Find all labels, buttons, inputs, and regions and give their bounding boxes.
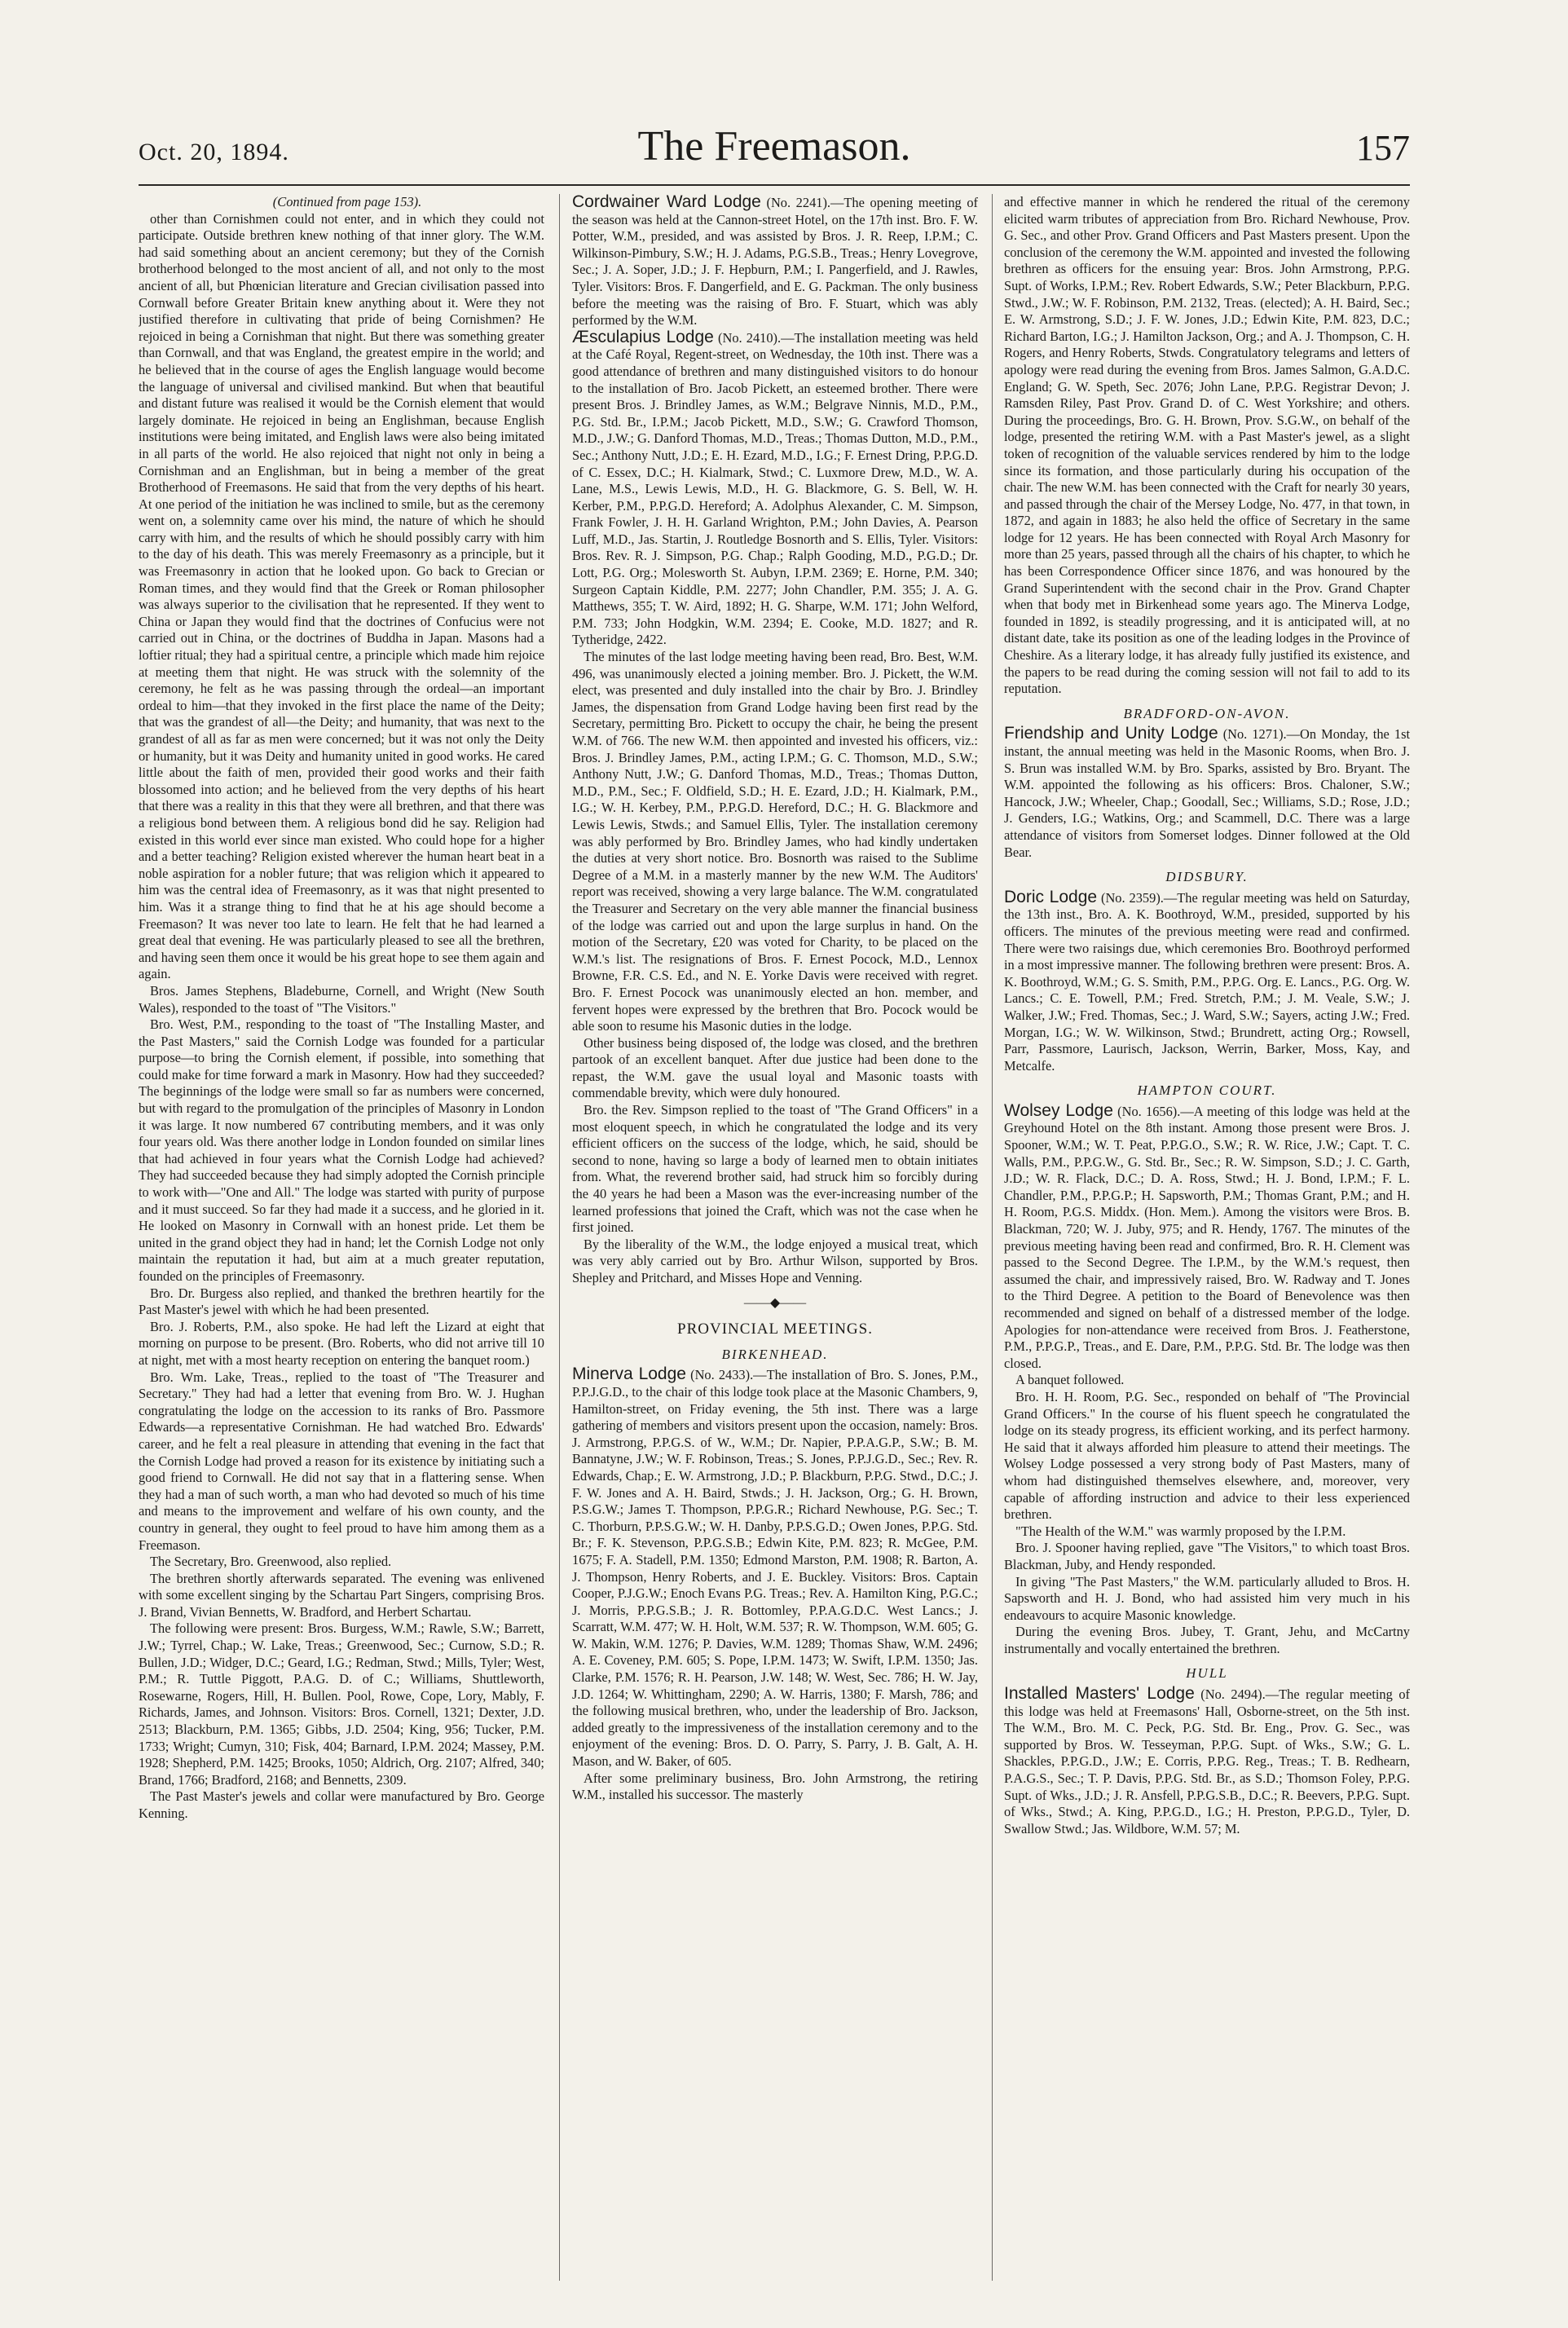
paragraph: Bro. H. H. Room, P.G. Sec., responded on behalf of "The Provincial Grand Officers." In the course of his fluent speech he congratulated the lodge on its steady progress, its efficient working, and its perfect harmony. He said that it always afforded him pleasure to attend their meetings. The Wolsey Lodge possessed a very strong body of Past Masters, many of whom had distinguished themselves elsewhere, and, moreover, very capable of affording instruction and advice to their less experienced brethren. — [1004, 1388, 1410, 1523]
lodge-report — [1004, 889, 1410, 1075]
paragraph: The minutes of the last lodge meeting having been read, Bro. Best, W.M. 496, was unanimously elected a joining member. Bro. J. Pickett, the W.M. elect, was presented and duly installed into the chair by Bro. J. Brindley James, the dispensation from Grand Lodge having been first read by the Secretary, permitting Bro. Pickett to occupy the chair, he being the present W.M. of 766. The new W.M. then appointed and invested his officers, viz.: Bros. J. Brindley James, P.M., acting I.P.M.; G. C. Thomson, M.D., S.W.; Anthony Nutt, J.W.; G. Danford Thomas, M.D., Treas.; Thomas Dutton, M.D., P.M., Sec.; F. Oldfield, S.D.; H. E. Ezard, J.D.; H. Kialmark, P.M., I.G.; W. H. Kerbey, P.M., P.P.G.D. Hereford, D.C.; H. G. Blackmore and Lewis Lewis, Stwds.; and Samuel Ellis, Tyler. The installation ceremony was ably performed by Bro. Brindley James, who had kindly undertaken the duties at very short notice. Bro. Bosnorth was raised to the Sublime Degree of a M.M. in a masterly manner by the new W.M. The Auditors' report was received, showing a very large balance. The W.M. congratulated the Treasurer and Secretary on the very able manner the financial business of the lodge was carried out and upon the large surplus in hand. On the motion of the Secretary, £20 was voted for Charity, to be placed on the W.M.'s list. The resignations of Bros. F. Ernest Pocock, M.D., Lennox Browne, F.R. C.S. Ed., and N. E. Yorke Davis were received with regret. Bro. F. Ernest Pocock was unanimously elected an hon. member, and fervent hopes were expressed by the brethren that Bro. Pocock would be able soon to resume his Masonic duties in the lodge. — [572, 649, 978, 1034]
lodge-report — [1004, 1100, 1410, 1373]
lodge-number: (No. 2241).— — [760, 195, 844, 210]
paragraph: Bro. the Rev. Simpson replied to the toast of "The Grand Officers" in a most eloquent speech, in which he congratulated the lodge and its very efficient officers on the success of the lodge, which, he said, should be second to none, having so large a body of learned men to obtain initiates from. What, the reverend brother said, had struck him so forcibly during the 40 years he had been a Mason was the ever-increasing number of the learned professions that joined the Craft, which was not the case when he first joined. — [572, 1102, 978, 1236]
paragraph: and effective manner in which he rendered the ritual of the ceremony elicited warm tributes of appreciation from Bro. Richard Newhouse, Prov. G. Sec., and other Prov. Grand Officers and Past Masters present. Upon the conclusion of the ceremony the W.M. appointed and invested the following brethren as officers for the ensuing year: Bros. John Armstrong, P.P.G. Supt. of Works, I.P.M.; Rev. Robert Edwards, S.W.; Peter Blackburn, P.P.G. Stwd., J.W.; W. F. Robinson, P.M. 2132, Treas. (elected); A. H. Baird, Sec.; E. W. Armstrong, S.D.; J. F. W. Jones, J.D.; Edwin Kite, P.M. 823, D.C.; Richard Barton, I.G.; J. Hamilton Jackson, Org.; and A. J. Thompson, C. H. Rogers, and Henry Roberts, Stwds. Congratulatory telegrams and letters of apology were read during the evening from Bros. James Salmon, G.A.D.C. England; G. W. Speth, Sec. 2076; John Lane, P.P.G. Registrar Devon; J. Ramsden Riley, Past Prov. Grand D. of C. West Yorkshire; and others. During the proceedings, Bro. G. H. Brown, Prov. S.G.W., on behalf of the lodge, presented the retiring W.M. with a Past Master's jewel, as a slight token of recognition of the valuable services rendered by him to the lodge since its formation, and those particularly during his occupation of the chair. The new W.M. has been connected with the Craft for nearly 30 years, and passed through the chair of the Mersey Lodge, No. 477, in that town, in 1872, and again in 1883; he also held the office of Secretary in the same lodge for 12 years. He has been connected with Royal Arch Masonry for more than 25 years, passed through all the chairs of his chapter, to which he has been Correspondence Officer since 1876, and was honoured by the Grand Superintendent with the second chair in the Prov. Grand Chapter when that body met in Birkenhead some years ago. The Minerva Lodge, founded in 1892, is steadily progressing, and it is anticipated will, at no distant date, take its position as one of the leading lodges in the Province of Cheshire. As a literary lodge, it has already fully justified its existence, and the papers to be read during the coming session will not fail to add to its reputation. — [1004, 194, 1410, 697]
lodge-report — [572, 194, 978, 329]
ornament-divider: ——◆—— — [743, 1295, 807, 1310]
town-heading: HAMPTON COURT. — [1137, 1082, 1277, 1099]
paragraph: After some preliminary business, Bro. John Armstrong, the retiring W.M., installed his successor. The masterly — [572, 1770, 978, 1803]
paragraph: Bro. West, P.M., responding to the toast of "The Installing Master, and the Past Masters," said the Cornish Lodge was founded for a particular purpose—to bring the Cornish element, if possible, into something that could make for time forward a mark in Masonry. How had they succeeded? The beginnings of the lodge were small so far as numbers were concerned, but with regard to the promulgation of the principles of Masonry in London it was large. It now numbered 67 contributing members, and it was only four years old. Was there another lodge in London founded on similar lines that had achieved in four years what the Cornish Lodge had achieved? They had succeeded because they had simply adopted the Cornish principle to work with—"One and All." The lodge was started with purity of purpose and it must succeed. So far they had made it a success, and he gloried in it. He looked on Masonry in Cornwall with an honest pride. Let them be united in the grand object they had in hand; let the Cornish Lodge not only maintain the reputation it had, but aim at a much greater reputation, founded on the principles of Freemasonry. — [139, 1016, 544, 1284]
paragraph: A banquet followed. — [1015, 1372, 1125, 1388]
lodge-heading: Æsculapius Lodge — [572, 327, 714, 346]
paragraph: Bro. Dr. Burgess also replied, and thanked the brethren heartily for the Past Master's jewel with which he had been presented. — [139, 1285, 544, 1318]
paragraph: During the evening Bros. Jubey, T. Grant, Jehu, and McCartny instrumentally and vocally entertained the brethren. — [1004, 1624, 1410, 1656]
lodge-report-text: A meeting of this lodge was held at the Greyhound Hotel on the 8th instant. Among those present were Bros. J. Spooner, W.M.; W. T. Peat, P.P.G.O., S.W.; R. W. Rice, J.W.; Capt. T. C. Walls, P.M., P.P.G.W., G. Std. Br., Sec.; R. W. Simpson, S.D.; J. C. Garth, J.D.; W. R. Flack, D.C.; D. A. Ross, Stwd.; H. J. Bond, I.P.M.; F. L. Chandler, P.M., P.P.G.P.; H. Sapsworth, P.M.; Thomas Grant, P.M.; and H. H. Room, P.G.S. Middx. (Hon. Mem.). Among the visitors were Bros. B. Blackman, 720; W. J. Juby, 975; and R. Hendy, 1767. The minutes of the previous meeting having been read and confirmed, Bro. R. H. Clement was passed to the Second Degree. The I.P.M., by the W.M.'s request, then assumed the chair, and impressively raised, Bro. W. Radway and T. Jones to the Third Degree. A petition to the Board of Benevolence was then recommended and signed on behalf of a distressed member of the lodge. Apologies for non-attendance were received from Bros. J. Featherstone, P.M., P.P.G.P., Treas., and E. Dare, P.M., P.P.G. Std. Br. The lodge was then closed. — [1004, 1103, 1410, 1371]
paragraph: other than Cornishmen could not enter, and in which they could not participate. Outside brethren knew nothing of that inner glory. The W.M. had said something about an ancient ceremony; but they of the Cornish brotherhood belonged to the most ancient of all, and not only to the most ancient of all, but Phœnician literature and Grecian civilisation passed into Cornwall before Greater Britain knew anything about it. Were they not justified therefore in cultivating that pride of being Cornishmen? He rejoiced in being a Cornishman that night. But there was something greater than Cornwall, and that was England, the greatest empire in the world; and he believed that in the course of ages the English language would become the language of universal and civilised mankind. But when that beautiful and distant future was realised it would be the Cornish element that would largely dominate. He rejoiced in being an Englishman, because English institutions were being imitated, and English laws were also being imitated in all parts of the world. He also rejoiced that night not only in being a Cornishman and an Englishman, but in being a member of the great Brotherhood of Freemasons. He said that from the very depths of his heart. At one period of the initiation he was inclined to smile, but as the ceremony went on, a solemnity came over his mind, the nature of which he should carry with him, and the results of which he should possibly carry with him to the day of his death. This was merely Freemasonry as a principle, but it was Freemasonry in action that he looked upon. Go back to Grecian or Roman times, and they would find that the Greek or Roman philosopher was always superior to the civilisation that he represented. If they went to China or Japan they would find that the doctrines of Confucius were not carried out in China, or the doctrines of Buddha in Japan. Masons had a loftier ritual; they had a spiritual centre, a principle which made him rejoice at meeting them that night. He was struck with the solemnity of the ceremony, he felt as he was passing through the ordeal—an important ordeal to him—that they invoked in the first place the name of the Deity; that was the grandest of all—the Deity; and humanity, that was next to the grandest of all as far as men were concerned; but it was not only the Deity or humanity, but it was Deity and humanity united in good works. He cared little about the faith of men, provided their good works and their faith blossomed into action; and he believed from the very depths of his heart that there was a reality in this that they were all brethren, and that there was a religious bond between them. A religious bond did he say. Religion had existed in this world ever since man existed. Who could hope for a higher and a better teaching? Religion existed wherever the human heart beat in a noble aspiration for a nobler future; that was religion which it appeared to him was the central idea of Freemasonry, as it was that night presented to him. Was it a strange thing to find that he at his age should become a Freemason? It was never too late to learn. He felt that he had learned a great deal that evening. He was particularly pleased to see all the brethren, and having seen them once it would be his great hope to see them again and again. — [139, 210, 544, 982]
lodge-report-text: The installation meeting was held at the Café Royal, Regent-street, on Wednesday, the 10th inst. There was a good attendance of brethren and many distinguished visitors to do honour to the installation of Bro. Jacob Pickett, an esteemed brother. There were present Bros. J. Brindley James, as W.M.; Belgrave Ninnis, M.D., P.M., P.G. Std. Br., I.P.M.; Jacob Pickett, M.D., S.W.; G. Crawford Thomson, M.D., J.W.; G. Danford Thomas, M.D., Treas.; Thomas Dutton, M.D., P.M., Sec.; Anthony Nutt, J.D.; E. H. Ezard, M.D., I.G.; F. Ernest Dring, P.P.G.D. of C. Essex, D.C.; H. Kialmark, Stwd.; C. Luxmore Drew, M.D., W. A. Lane, M.S., Lewis Lewis, M.D., H. G. Blackmore, G. S. Bell, W. H. Kerber, P.M., P.P.G.D. Hereford; A. Adolphus Alexander, C. M. Simpson, Frank Fowler, J. H. H. Garland Wrighton, P.M.; John Davies, A. Pearson Luff, M.D., Jas. Startin, J. Routledge Bosnorth and S. Ellis, Tyler. Visitors: Bros. Rev. R. J. Simpson, P.G. Chap.; Ralph Gooding, M.D., P.G.D.; Dr. Lott, P.G. Org.; Molesworth St. Aubyn, I.P.M. 2369; E. Horne, P.M. 340; Surgeon Captain Kiddle, P.M. 2277; John Chandler, P.M. 355; J. A. G. Matthews, 355; T. W. Aird, 1892; H. G. Sharpe, W.M. 171; John Welford, P.M. 733; John Hodgkin, W.M. 2394; E. Cooke, M.D. 1827; and R. Tytheridge, 2422. — [572, 329, 978, 648]
lodge-number: (No. 2433).— — [685, 1367, 767, 1383]
lodge-number: (No. 2410).— — [713, 329, 795, 346]
lodge-number: (No. 1656).— — [1112, 1103, 1194, 1119]
lodge-number: (No. 1271).— — [1218, 726, 1301, 743]
lodge-report-text: On Monday, the 1st instant, the annual meeting was held in the Masonic Rooms, when Bro. J. S. Brun was installed W.M. by Bro. Sparks, assisted by Bro. Bryant. The W.M. appointed the following as his officers: Bros. Chaloner, S.W.; Hancock, J.W.; Wheeler, Chap.; Goodall, Sec.; Williams, S.D.; Rose, J.D.; J. Genders, I.G.; Watkins, Org.; and Scammell, D.C. There was a large attendance of visitors from Somerset lodges. Dinner followed at the Old Bear. — [1004, 726, 1410, 860]
lodge-report-text: The regular meeting was held on Saturday, the 13th inst., Bro. A. K. Boothroyd, W.M., presided, supported by his officers. The minutes of the previous meeting were read and confirmed. There were two raisings due, which ceremonies Bro. Boothroyd performed in a most impressive manner. The following brethren were present: Bros. A. K. Boothroyd, W.M.; G. S. Smith, P.M., P.P.G. Org. E. Lancs., P.G. Org. W. Lancs.; C. E. Towell, P.M.; Fred. Stretch, P.M.; J. M. Veale, S.W.; J. Walker, J.W.; Fred. Thomas, Sec.; J. Ward, S.W.; Sayers, acting J.W.; Fred. Morgan, I.G.; W. W. Wilkinson, Stwd.; Brundrett, acting Org.; Rowsell, Parr, Passmore, Laurisch, Jackson, Werrin, Barker, Moss, Kay, and Metcalfe. — [1004, 889, 1410, 1074]
town-heading: BIRKENHEAD. — [721, 1346, 829, 1362]
town-heading: HULL — [1186, 1665, 1228, 1682]
paragraph: By the liberality of the W.M., the lodge enjoyed a musical treat, which was very ably carried out by Bro. Arthur Wilson, supported by Bros. Shepley and Pritchard, and Misses Hope and Venning. — [572, 1236, 978, 1285]
paragraph: Bro. J. Roberts, P.M., also spoke. He had left the Lizard at eight that morning on purpose to be present. (Bro. Roberts, who did not arrive till 10 at night, met with a most hearty reception on entering the banquet room.) — [139, 1318, 544, 1368]
issue-date: Oct. 20, 1894. — [139, 139, 289, 165]
lodge-heading: Installed Masters' Lodge — [1004, 1684, 1195, 1704]
lodge-number: (No. 2494).— — [1194, 1686, 1280, 1703]
paragraph: The Past Master's jewels and collar were manufactured by Bro. George Kenning. — [139, 1788, 544, 1821]
column-1 — [139, 194, 544, 2281]
town-heading: BRADFORD-ON-AVON. — [1123, 705, 1291, 721]
section-heading: PROVINCIAL MEETINGS. — [677, 1321, 873, 1338]
column-divider — [559, 194, 560, 2281]
paragraph: Bro. J. Spooner having replied, gave "The Visitors," to which toast Bros. Blackman, Juby, and Hendy responded. — [1004, 1540, 1410, 1572]
paragraph: The brethren shortly afterwards separated. The evening was enlivened with some excellent singing by the Schartau Part Singers, comprising Bros. J. Brand, Vivian Bennetts, W. Bradford, and Herbert Schartau. — [139, 1570, 544, 1620]
paragraph: In giving "The Past Masters," the W.M. particularly alluded to Bros. H. Sapsworth and H. J. Bond, who had assisted him very much in his endeavours to acquire Masonic knowledge. — [1004, 1573, 1410, 1623]
lodge-report — [572, 329, 978, 649]
attendance-list: The following were present: Bros. Burgess, W.M.; Rawle, S.W.; Barrett, J.W.; Tyrrel, Chap.; W. Lake, Treas.; Greenwood, Sec.; Curnow, S.D.; R. Bullen, J.D.; Widger, D.C.; Geard, I.G.; Redman, Stwd.; Mills, Tyler; West, P.M.; R. Tuttle Piggott, P.A.G. D. of C.; Williams, Shuttleworth, Rosewarne, Rogers, Hill, H. Bullen. Pool, Rowe, Cope, Lory, Mably, F. Richards, James, and Johnson. Visitors: Bros. Cornell, 1321; Dexter, J.D. 2513; Blackburn, P.M. 1365; Gibbs, J.D. 2504; King, 956; Tucker, P.M. 1733; Wright; Cumyn, 310; Fisk, 404; Barnard, I.P.M. 2024; Massey, P.M. 1928; Shepherd, P.M. 1425; Brooks, 1050; Aldrich, Org. 2107; Alfred, 340; Brand, 1766; Bradford, 2168; and Bennetts, 2309. — [139, 1620, 544, 1788]
lodge-heading: Cordwainer Ward Lodge — [572, 194, 761, 211]
column-divider — [992, 194, 993, 2281]
lodge-report — [572, 1366, 978, 1770]
paragraph: The Secretary, Bro. Greenwood, also replied. — [150, 1554, 392, 1570]
header-rule — [139, 184, 1410, 186]
lodge-number: (No. 2359).— — [1097, 889, 1178, 906]
lodge-report — [1004, 725, 1410, 861]
column-3 — [1004, 194, 1410, 2281]
paragraph: Bros. James Stephens, Bladeburne, Cornell, and Wright (New South Wales), responded to the toast of "The Visitors." — [139, 982, 544, 1016]
lodge-report-text: The opening meeting of the season was held at the Cannon-street Hotel, on the 17th inst. Bro. F. W. Potter, W.M., presided, and was assisted by Bros. J. R. Reep, I.P.M.; C. Wilkinson-Pimbury, S.W.; H. J. Adams, P.G.S.B., Treas.; Henry Lovegrove, Sec.; J. A. Soper, J.D.; J. F. Hepburn, P.M.; I. Pangerfield, and J. Rawles, Tyler. Visitors: Bros. F. Dangerfield, and E. G. Packman. The only business before the meeting was the raising of Bro. F. Stuart, which was ably performed by the W.M. — [572, 195, 978, 328]
paragraph: Bro. Wm. Lake, Treas., replied to the toast of "The Treasurer and Secretary." They had had a letter that evening from Bro. W. J. Hughan congratulating the lodge on the accession to its ranks of Bro. Passmore Edwards—a representative Cornishman. He had watched Bro. Edwards' career, and he felt a real pleasure in attending that evening in the fact that the Cornish Lodge had proved a reason for its existence by initiating such a good friend to Cornwall. He did not say that in a flattering sense. When they had a man of such worth, a man who had devoted so much of his time and means to the improvement and welfare of his own county, and the country in general, they ought to feel proud to have him among them as a Freemason. — [139, 1369, 544, 1553]
masthead — [139, 122, 1410, 179]
paragraph: Other business being disposed of, the lodge was closed, and the brethren partook of an excellent banquet. After due justice had been done to the repast, the W.M. gave the usual loyal and Masonic toasts with commendable brevity, which were duly honoured. — [572, 1034, 978, 1101]
lodge-report-text: The regular meeting of this lodge was held at Freemasons' Hall, Osborne-street, on the 5th inst. The W.M., Bro. M. C. Peck, P.G. Std. Br. Eng., Prov. G. Sec., was supported by Bros. W. Tesseyman, P.P.G. Supt. of Wks., S.W.; G. L. Shackles, P.P.G.D., J.W.; E. Corris, P.P.G. Reg., Treas.; T. B. Redhearn, P.A.G.S., Sec.; T. P. Davis, P.P.G. Std. Br., as S.D.; Thomson Foley, P.P.G. Supt. of Wks., J.D.; J. R. Ansfell, P.P.G.S.B., D.C.; R. Beevers, P.P.G. Supt. of Wks., Stwd.; A. King, P.P.G.D., I.G.; H. Preston, P.P.G.D., Tyler, D. Swallow Stwd.; Jas. Wildbore, W.M. 57; M. — [1004, 1686, 1410, 1836]
continuation-note: (Continued from page 153). — [272, 194, 422, 209]
page-number: 157 — [1356, 128, 1410, 168]
lodge-report — [1004, 1686, 1410, 1837]
lodge-heading: Wolsey Lodge — [1004, 1100, 1113, 1120]
lodge-heading: Doric Lodge — [1004, 887, 1098, 906]
lodge-heading: Friendship and Unity Lodge — [1004, 724, 1218, 743]
paragraph: "The Health of the W.M." was warmly proposed by the I.P.M. — [1015, 1523, 1346, 1539]
publication-title: The Freemason. — [637, 123, 911, 170]
lodge-heading: Minerva Lodge — [572, 1365, 686, 1384]
column-2 — [572, 194, 978, 2281]
lodge-report-text: The installation of Bro. S. Jones, P.M., P.P.J.G.D., to the chair of this lodge took place at the Masonic Chambers, 9, Hamilton-street, on Friday evening, the 5th inst. There was a large gathering of members and visitors present upon the occasion, namely: Bros. J. Armstrong, P.P.G.S. of W., W.M.; Dr. Napier, P.P.A.G.P., S.W.; B. M. Bannatyne, J.W.; W. F. Robinson, Treas.; S. Jones, P.P.J.G.D., Sec.; Rev. R. Edwards, Chap.; E. W. Armstrong, J.D.; P. Blackburn, P.P.G. Stwd., D.C.; J. F. W. Jones and A. H. Baird, Stwds.; J. H. Jackson, Org.; G. H. Brown, P.S.G.W.; James T. Thompson, P.P.G.R.; Richard Newhouse, P.G. Sec.; T. C. Thorburn, P.P.S.G.W.; W. H. Danby, P.P.S.G.D.; Owen Jones, P.P.G. Std. Br.; F. K. Stevenson, P.P.G.S.B.; Edwin Kite, P.M. 823; R. McGee, P.M. 1675; F. A. Stadell, P.M. 1350; Edmond Marston, P.M. 1908; R. Barton, A. J. Thompson, Henry Roberts, and J. E. Buckley. Visitors: Bros. Captain Cooper, P.J.G.W.; Enoch Evans P.G. Treas.; Rev. A. Hamilton King, P.G.C.; J. Morris, P.P.G.S.B.; J. R. Bottomley, P.P.A.G.D.C. West Lancs.; J. Scarratt, W.M. 477; W. H. Holt, W.M. 537; R. W. Thompson, W.M. 605; G. W. Makin, W.M. 1276; P. Davies, W.M. 1289; Thomas Shaw, W.M. 2496; A. E. Coveney, P.M. 605; S. Pope, I.P.M. 1473; W. Swift, I.P.M. 1350; Jas. Clarke, P.M. 1576; R. H. Pearson, J.W. 148; W. West, Sec. 786; H. W. Jay, J.D. 1264; W. Whittingham, 2290; A. W. Harris, 1380; F. Marsh, 786; and the following musical brethren, who, under the leadership of Bro. Jackson, added greatly to the impressiveness of the installation ceremony and to the enjoyment of the evening: Bros. D. O. Parry, S. Parry, J. B. Galt, A. H. Mason, and W. Baker, of 605. — [572, 1367, 978, 1770]
town-heading: DIDSBURY. — [1165, 869, 1249, 885]
